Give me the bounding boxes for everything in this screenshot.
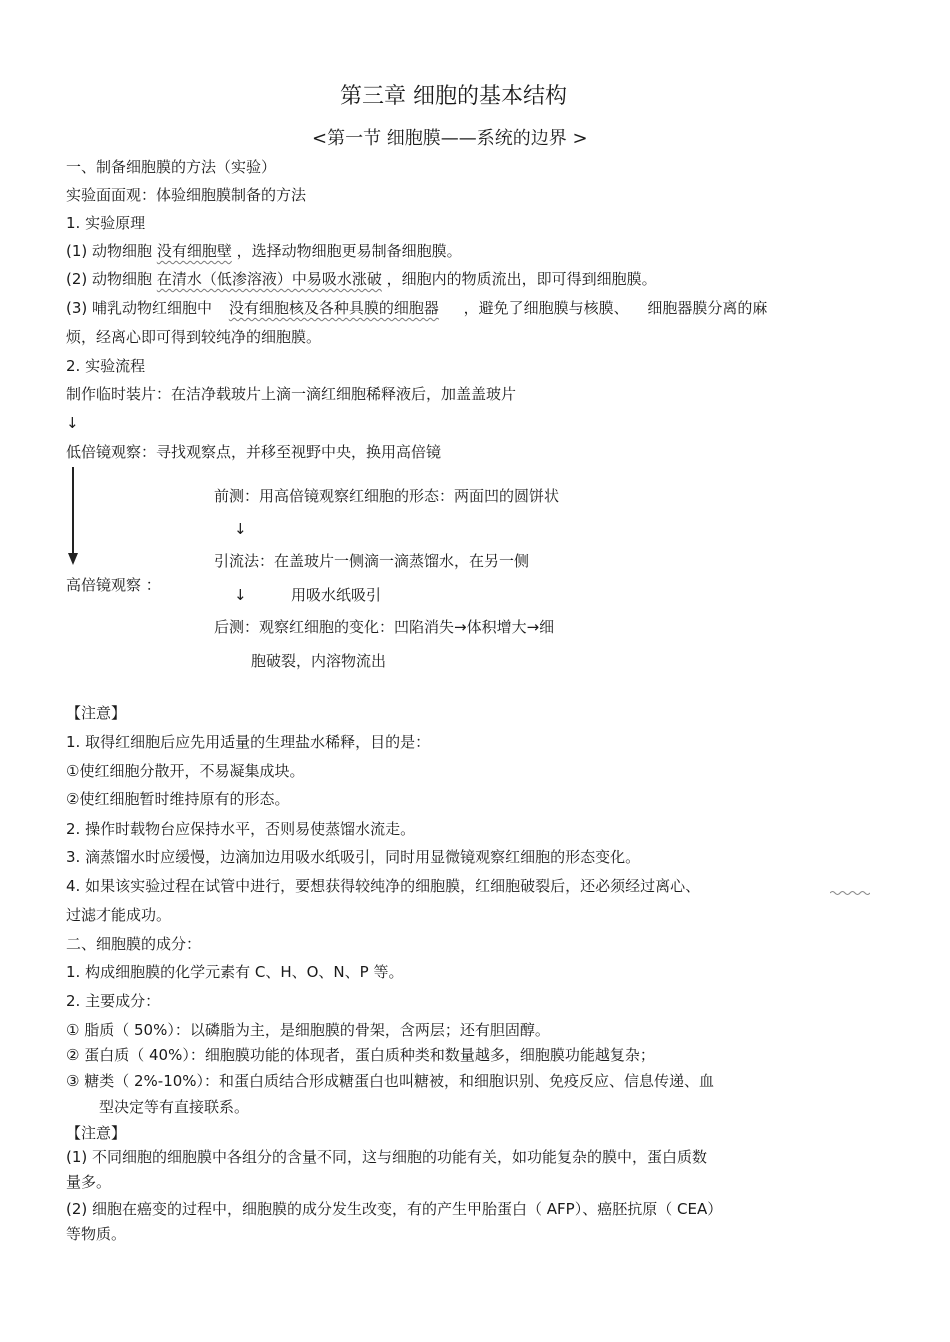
sec1-line: 2. 实验流程	[66, 357, 146, 375]
note-heading: 【注意】	[66, 1124, 127, 1142]
high-power-label: 高倍镜观察 ：	[66, 576, 161, 594]
note-item: 3. 滴蒸馏水时应缓慢，边滴加边用吸水纸吸引，同时用显微镜观察红细胞的形态变化。	[66, 848, 641, 866]
note-item: ①使红细胞分散开，不易凝集成块。	[66, 762, 305, 780]
underlined-term: 没有细胞壁	[156, 242, 232, 260]
down-arrow: ↓	[234, 586, 247, 604]
note-item: (2) 细胞在癌变的过程中，细胞膜的成分发生改变，有的产生甲胎蛋白（ AFP）、癌胚抗原（ CEA）	[66, 1200, 723, 1218]
flow-step: 引流法：在盖玻片一侧滴一滴蒸馏水，在另一侧	[214, 552, 530, 570]
note-item: 过滤才能成功。	[66, 906, 172, 924]
note-item: 2. 操作时载物台应保持水平，否则易使蒸馏水流走。	[66, 820, 416, 838]
underlined-term: 没有细胞核及各种具膜的细胞器	[228, 299, 439, 317]
note-item: 量多。	[66, 1173, 112, 1191]
principle-3-cont: 烦，经离心即可得到较纯净的细胞膜。	[66, 328, 322, 346]
sec1-line: 1. 实验原理	[66, 214, 146, 232]
section-title: <第一节 细胞膜——系统的边界 >	[312, 128, 588, 149]
component-item: ③ 糖类（ 2%-10%）：和蛋白质结合形成糖蛋白也叫糖被，和细胞识别、免疫反应、信息传递、血	[66, 1072, 715, 1090]
flow-step: 制作临时装片：在洁净载玻片上滴一滴红细胞稀释液后，加盖盖玻片	[66, 385, 517, 403]
down-arrow: ↓	[234, 520, 247, 538]
long-down-arrow-icon	[65, 467, 81, 567]
note-heading: 【注意】	[66, 704, 127, 722]
principle-2: (2) 动物细胞 在清水（低渗溶液）中易吸水涨破 ，细胞内的物质流出，即可得到细胞膜。	[66, 270, 657, 288]
flow-step: 用吸水纸吸引	[291, 586, 382, 604]
note-item: (1) 不同细胞的细胞膜中各组分的含量不同，这与细胞的功能有关，如功能复杂的膜中，蛋白质数	[66, 1148, 708, 1166]
sec2-heading: 二、细胞膜的成分：	[66, 935, 202, 953]
sec1-line: 实验面面观：体验细胞膜制备的方法	[66, 186, 307, 204]
component-item-cont: 型决定等有直接联系。	[99, 1098, 250, 1116]
flow-step: 前测：用高倍镜观察红细胞的形态：两面凹的圆饼状	[214, 487, 560, 505]
underlined-term: 在清水（低渗溶液）中易吸水涨破	[156, 270, 382, 288]
note-item: 等物质。	[66, 1225, 127, 1243]
flow-step: 低倍镜观察：寻找观察点，并移至视野中央，换用高倍镜	[66, 443, 442, 461]
wavy-underline	[830, 890, 870, 896]
flow-step: 后测：观察红细胞的变化：凹陷消失→体积增大→细	[214, 618, 555, 636]
down-arrow: ↓	[66, 414, 79, 432]
sec2-line: 1. 构成细胞膜的化学元素有 C、H、O、N、P 等。	[66, 963, 404, 981]
flow-step: 胞破裂，内溶物流出	[251, 652, 387, 670]
principle-3: (3) 哺乳动物红细胞中 没有细胞核及各种具膜的细胞器 ，避免了细胞膜与核膜、 细胞器膜分离的麻	[66, 299, 768, 317]
note-item: 4. 如果该实验过程在试管中进行，要想获得较纯净的细胞膜，红细胞破裂后，还必须经过离心、	[66, 877, 701, 895]
sec1-heading: 一、制备细胞膜的方法（实验）	[66, 158, 277, 176]
sec2-line: 2. 主要成分：	[66, 992, 161, 1010]
component-item: ② 蛋白质（ 40%）：细胞膜功能的体现者，蛋白质种类和数量越多，细胞膜功能越复杂；	[66, 1046, 655, 1064]
component-item: ① 脂质（ 50%）：以磷脂为主，是细胞膜的骨架，含两层；还有胆固醇。	[66, 1021, 550, 1039]
principle-1: (1) 动物细胞 没有细胞壁 ，选择动物细胞更易制备细胞膜。	[66, 242, 462, 260]
note-item: 1. 取得红细胞后应先用适量的生理盐水稀释，目的是：	[66, 733, 431, 751]
note-item: ②使红细胞暂时维持原有的形态。	[66, 790, 290, 808]
chapter-title: 第三章 细胞的基本结构	[340, 84, 567, 109]
